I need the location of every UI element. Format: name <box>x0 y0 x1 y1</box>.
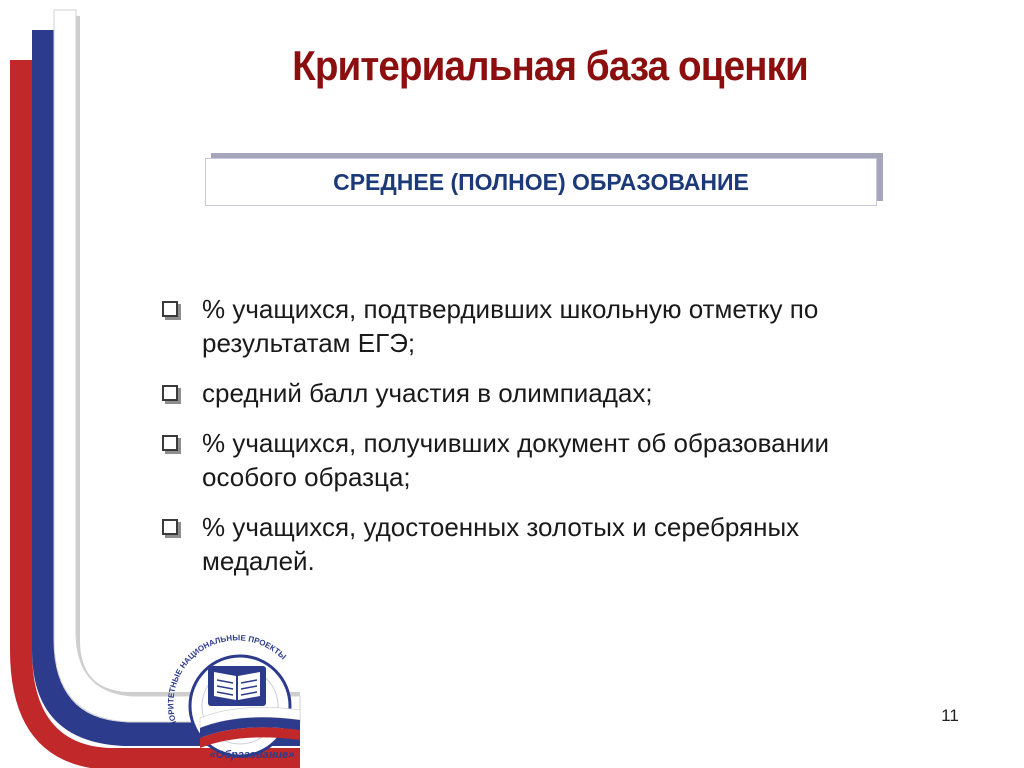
logo-name-text: «Образование» <box>209 749 295 761</box>
criteria-list <box>158 292 918 594</box>
list-item <box>158 292 918 360</box>
subtitle-banner <box>205 158 877 206</box>
logo-arc-text: ПРИОРИТЕТНЫЕ НАЦИОНАЛЬНЫЕ ПРОЕКТЫ <box>166 633 288 740</box>
checkbox-bullet-icon <box>162 385 178 401</box>
subtitle-text: СРЕДНЕЕ (ПОЛНОЕ) ОБРАЗОВАНИЕ <box>333 169 749 195</box>
education-project-logo <box>160 632 340 768</box>
list-item <box>158 376 918 410</box>
list-item-text: % учащихся, удостоенных золотых и серебряных медалей. <box>202 512 800 576</box>
page-number: 11 <box>941 706 959 725</box>
list-item-text: % учащихся, получивших документ об образовании особого образца; <box>202 428 829 492</box>
list-item-text: % учащихся, подтвердивших школьную отметку по результатам ЕГЭ; <box>202 294 819 358</box>
list-item-text: средний балл участия в олимпиадах; <box>202 378 653 408</box>
list-item <box>158 510 918 578</box>
checkbox-bullet-icon <box>162 301 178 317</box>
slide-title: Критериальная база оценки <box>292 42 808 89</box>
checkbox-bullet-icon <box>162 519 178 535</box>
checkbox-bullet-icon <box>162 435 178 451</box>
list-item <box>158 426 918 494</box>
open-book-icon <box>208 666 266 706</box>
